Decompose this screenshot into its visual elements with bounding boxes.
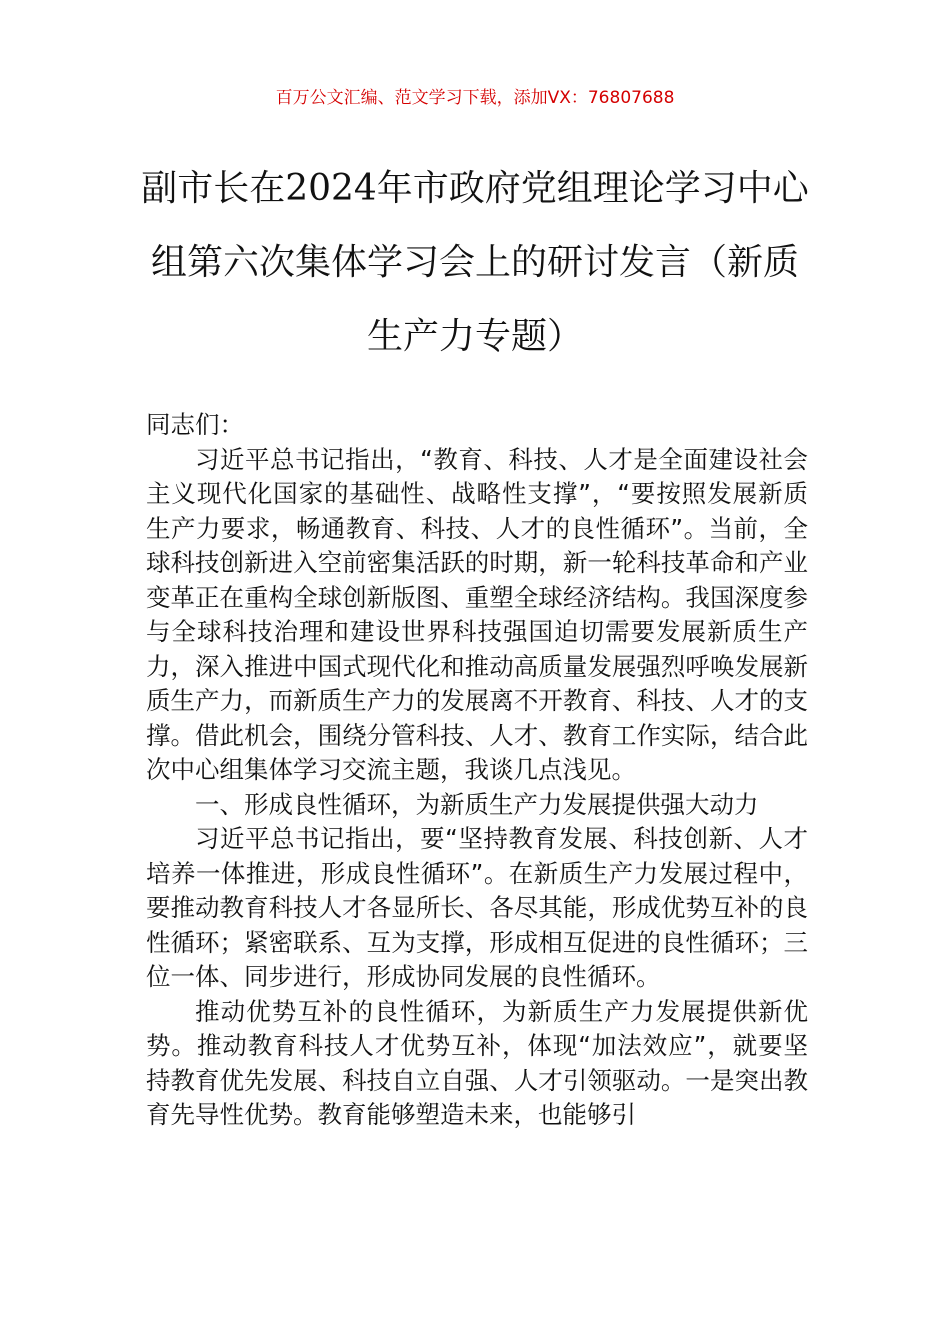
section-heading-1: 一、形成良性循环，为新质生产力发展提供强大动力 xyxy=(195,789,759,819)
title-line-2: 组第六次集体学习会上的研讨发言（新质 xyxy=(150,242,799,283)
paragraph-section-1: 习近平总书记指出，要“坚持教育发展、科技创新、人才培养一体推进，形成良性循环”。在新质生产力发展过程中，要推动教育科技人才各显所长、各尽其能，形成优势互补的良性循环；紧密联系、互为支撑，形成相互促进的良性循环；三位一体、同步进行，形成协同发展的良性循环。 xyxy=(146,824,808,991)
paragraph-advantage: 推动优势互补的良性循环，为新质生产力发展提供新优势。推动教育科技人才优势互补，体现“加法效应”，就要坚持教育优先发展、科技自立自强、人才引领驱动。一是突出教育先导性优势。教育能够塑造未来，也能够引 xyxy=(146,996,808,1129)
title-line-1: 副市长在2024年市政府党组理论学习中心 xyxy=(141,168,809,209)
title-line-3: 生产力专题） xyxy=(366,316,583,357)
salutation: 同志们： xyxy=(146,410,244,439)
promo-banner: 百万公文汇编、范文学习下载，添加VX：76807688 xyxy=(275,88,675,108)
paragraph-intro: 习近平总书记指出，“教育、科技、人才是全面建设社会主义现代化国家的基础性、战略性支撑”，“要按照发展新质生产力要求，畅通教育、科技、人才的良性循环”。当前，全球科技创新进入空前密集活跃的时期，新一轮科技革命和产业变革正在重构全球创新版图、重塑全球经济结构。我国深度参与全球科技治理和建设世界科技强国迫切需要发展新质生产力，深入推进中国式现代化和推动高质量发展强烈呼唤发展新质生产力，而新质生产力的发展离不开教育、科技、人才的支撑。借此机会，围绕分管科技、人才、教育工作实际，结合此次中心组集体学习交流主题，我谈几点浅见。 xyxy=(146,444,808,784)
document-body xyxy=(146,408,808,1133)
document-title xyxy=(130,152,820,374)
